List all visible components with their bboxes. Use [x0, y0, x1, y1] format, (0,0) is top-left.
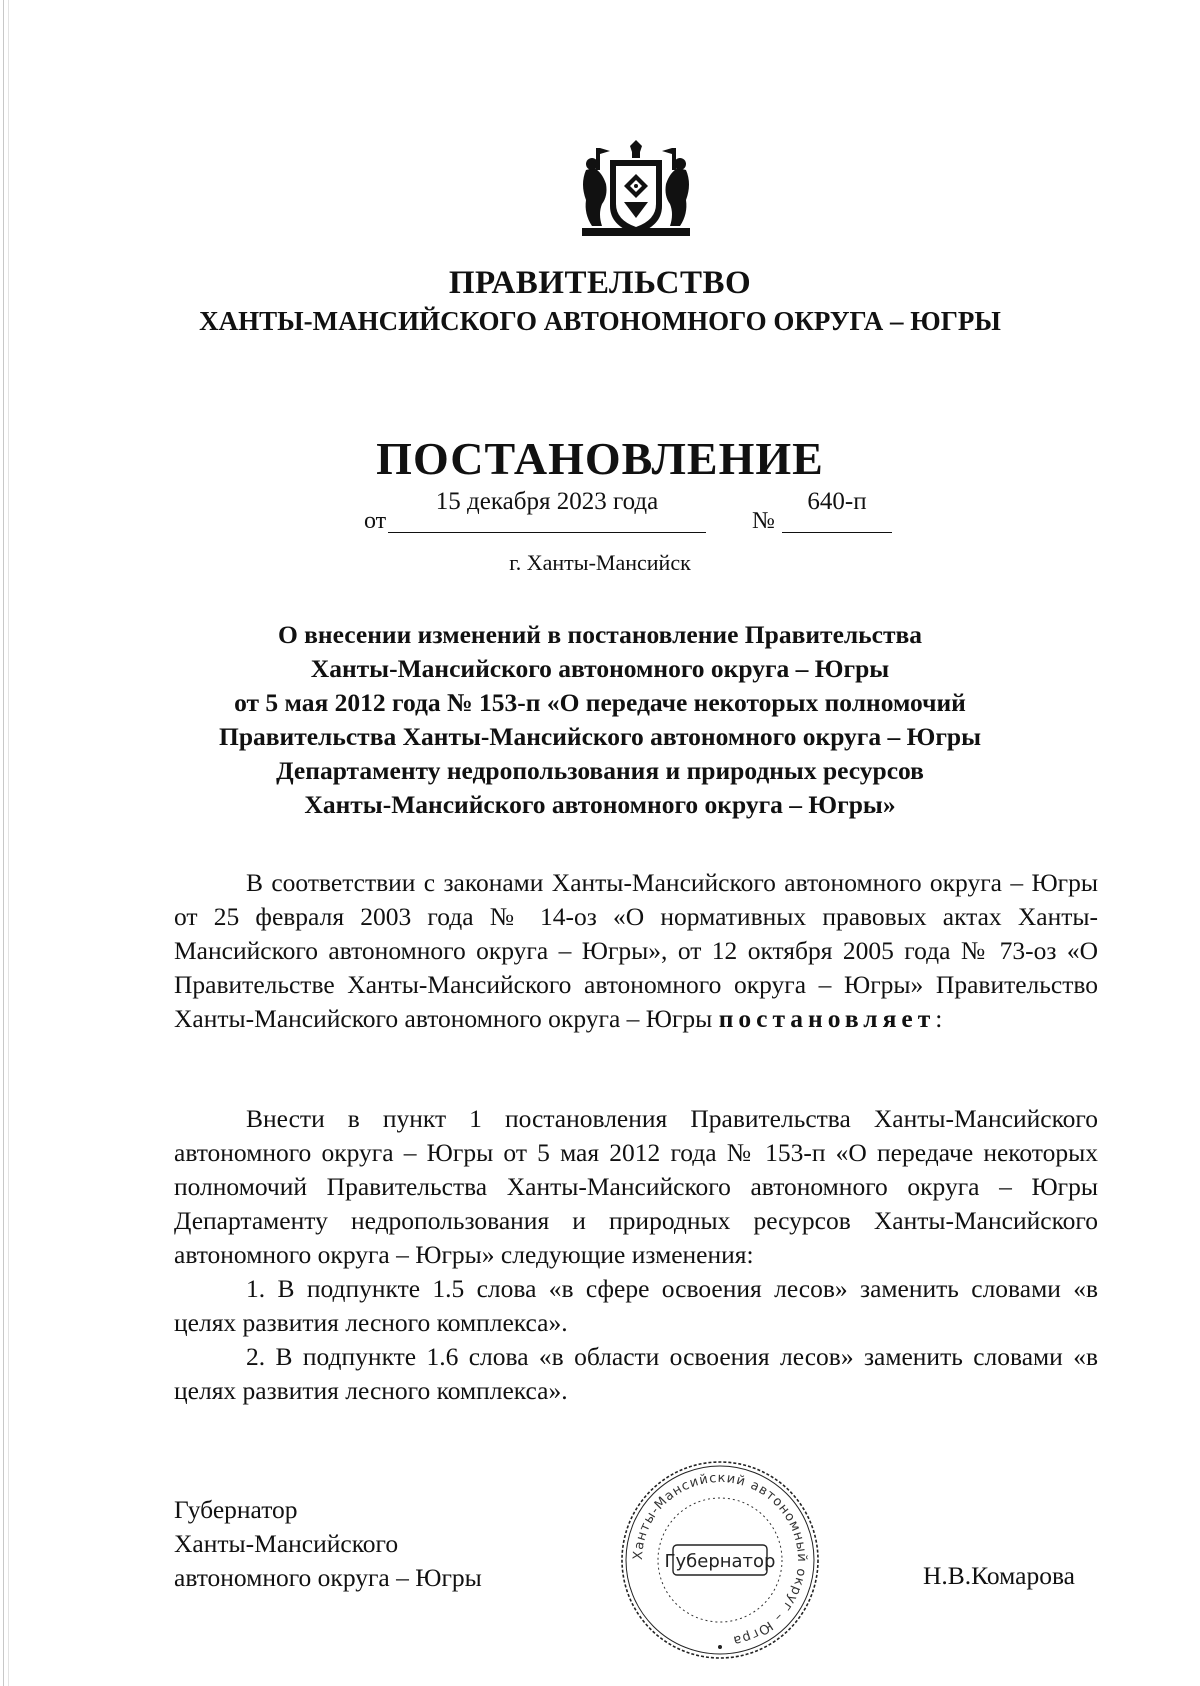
document-date: 15 декабря 2023 года: [435, 488, 659, 515]
coat-of-arms-emblem: [576, 140, 696, 240]
subject-line: Ханты-Мансийского автономного округа – Югры: [310, 654, 890, 683]
signatory-position-line: Ханты-Мансийского: [174, 1529, 399, 1558]
subject-line: О внесении изменений в постановление Правительства: [277, 620, 923, 649]
date-prefix-label: от: [364, 508, 387, 534]
subject-line: Ханты-Мансийского автономного округа – Югры»: [304, 790, 896, 819]
document-number: 640-п: [807, 488, 867, 515]
subject-line: от 5 мая 2012 года № 153-п «О передаче некоторых полномочий: [234, 688, 966, 717]
seal-ring-text: Ханты-Мансийский автономный округ – Югра: [630, 1470, 810, 1648]
document-city: г. Ханты-Мансийск: [509, 550, 691, 575]
date-underline: [388, 532, 706, 533]
subject-line: Департаменту недропользования и природных ресурсов: [276, 756, 924, 785]
signatory-position-line: Губернатор: [174, 1495, 298, 1524]
scan-edge-line-secondary: [8, 0, 9, 1686]
resolves-colon: :: [935, 1004, 943, 1033]
number-underline: [782, 532, 892, 533]
seal-center-text: Губернатор: [664, 1551, 776, 1572]
official-seal: [615, 1455, 825, 1665]
preamble-text: В соответствии с законами Ханты-Мансийского автономного округа – Югры от 25 февраля 2003 года № 14-оз «О нормативных правовых актах Ханты-Мансийского автономного округа – Югры», от 12 октября 2005 года № 73-оз «О Правительстве Ханты-Мансийского автономного округа – Югры» Правительство Ханты-Мансийского автономного округа – Югры: [174, 868, 1098, 1033]
resolves-word: постановляет: [718, 1004, 936, 1033]
number-sign-label: №: [752, 508, 775, 534]
scan-edge-line: [3, 0, 4, 1686]
main-paragraph: Внести в пункт 1 постановления Правительства Ханты-Мансийского автономного округа – Югры от 5 мая 2012 года № 153-п «О передаче некоторых полномочий Правительства Ханты-Мансийского автономного округа – Югры Департаменту недропользования и природных ресурсов Ханты-Мансийского автономного округа – Югры» следующие изменения:: [174, 1104, 1098, 1269]
signatory-position: [174, 1493, 482, 1595]
signatory-name: Н.В.Комарова: [923, 1561, 1075, 1590]
document-type: ПОСТАНОВЛЕНИЕ: [376, 433, 824, 484]
org-subtitle: ХАНТЫ-МАНСИЙСКОГО АВТОНОМНОГО ОКРУГА – ЮГРЫ: [199, 306, 1001, 336]
amendment-item: 2. В подпункте 1.6 слова «в области освоения лесов» заменить словами «в целях развития лесного комплекса».: [174, 1342, 1098, 1405]
resolution-body: [174, 1102, 1098, 1408]
amendment-item: 1. В подпункте 1.5 слова «в сфере освоения лесов» заменить словами «в целях развития лесного комплекса».: [174, 1274, 1098, 1337]
subject-line: Правительства Ханты-Мансийского автономного округа – Югры: [218, 722, 981, 751]
org-title: ПРАВИТЕЛЬСТВО: [448, 265, 752, 301]
signatory-position-line: автономного округа – Югры: [174, 1563, 482, 1592]
preamble-paragraph: [174, 866, 1098, 1036]
document-subject: [190, 618, 1010, 822]
